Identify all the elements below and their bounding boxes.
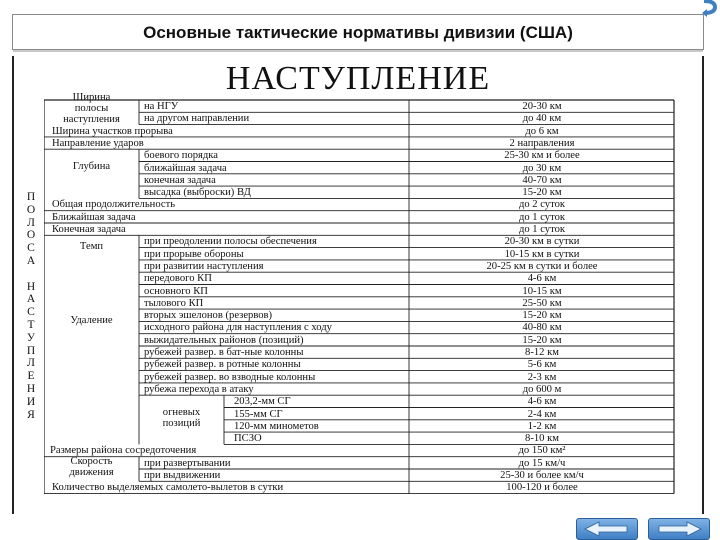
table-cell: до 40 км — [522, 113, 562, 125]
table-cell: рубежей развер. в ротные колонны — [144, 359, 301, 371]
group-label: Темп — [79, 241, 104, 253]
scanned-document — [12, 56, 704, 514]
table-cell: Общая продолжительность — [52, 199, 176, 211]
table-cell: до 1 суток — [518, 211, 566, 223]
side-letter: П — [26, 191, 36, 203]
table-cell: Размеры района сосредоточения — [50, 445, 197, 457]
table-cell: при развертывании — [144, 457, 231, 469]
table-cell: ПСЗО — [234, 433, 262, 445]
side-label-vertical — [24, 191, 38, 421]
side-letter: И — [26, 395, 36, 408]
table-cell: 2 направления — [509, 137, 575, 149]
side-letter: А — [26, 293, 36, 306]
norms-table — [44, 92, 704, 514]
table-cell: 5-6 км — [527, 359, 557, 371]
side-letter: А — [26, 254, 36, 267]
side-letter: С — [27, 242, 35, 255]
table-cell: Ближайшая задача — [52, 211, 136, 223]
table-cell: до 30 км — [522, 162, 562, 174]
table-cell: 120-мм минометов — [234, 420, 319, 432]
table-cell: 100-120 и более — [506, 482, 578, 494]
group-label: наступления — [63, 114, 120, 125]
table-cell: при выдвижении — [144, 470, 221, 481]
table-cell: 2-4 км — [527, 408, 557, 420]
table-cell: боевого порядка — [144, 150, 218, 162]
side-letter: Т — [27, 318, 35, 331]
table-cell: до 2 суток — [518, 199, 566, 211]
side-letter: Е — [27, 370, 35, 383]
table-cell: 10-15 км в сутки — [504, 248, 580, 260]
group-label: Скорость — [70, 455, 113, 467]
table-cell: Ширина участков прорыва — [52, 125, 173, 137]
table-cell: конечная задача — [144, 174, 216, 186]
next-slide-button[interactable] — [648, 518, 710, 540]
table-cell: рубежей развер. в бат-ные колонны — [144, 347, 304, 358]
table-cell: 20-30 км — [522, 101, 562, 112]
table-cell: рубежа перехода в атаку — [144, 383, 254, 395]
table-cell: 40-80 км — [522, 322, 562, 334]
table-cell: 20-30 км в сутки — [504, 236, 580, 248]
table-cell: 4-6 км — [527, 396, 557, 408]
side-letter: С — [27, 306, 35, 319]
table-cell: 40-70 км — [522, 174, 562, 186]
table-cell: 10-15 км — [522, 285, 562, 297]
table-cell: при прорыве обороны — [144, 248, 244, 260]
side-letter: П — [26, 344, 36, 357]
table-cell: 8-12 км — [525, 347, 559, 358]
table-cell: 15-20 км — [522, 187, 562, 199]
table-cell: до 600 м — [522, 383, 562, 395]
table-cell: до 150 км² — [518, 445, 566, 457]
side-letter: Л — [27, 357, 35, 370]
table-cell: основного КП — [144, 285, 208, 297]
table-cell: 25-50 км — [522, 297, 562, 309]
side-letter: Н — [26, 382, 36, 395]
side-letter: У — [26, 331, 36, 344]
document-heading: НАСТУПЛЕНИЕ — [225, 60, 491, 97]
table-cell: до 15 км/ч — [518, 457, 566, 469]
table-cell: Конечная задача — [52, 224, 126, 235]
slide-title: Основные тактические нормативы дивизии (США) — [143, 23, 573, 42]
table-cell: 25-30 и более км/ч — [500, 470, 584, 481]
side-letter — [24, 268, 38, 281]
side-letter: Л — [27, 216, 35, 229]
table-cell: ближайшая задача — [144, 162, 227, 174]
table-cell: Направление ударов — [52, 137, 144, 149]
group-label: Ширина — [72, 92, 111, 103]
slide-title-bar — [12, 14, 704, 50]
table-cell: 1-2 км — [527, 420, 557, 432]
group-label: полосы — [74, 103, 109, 114]
table-cell: выжидательных районов (позиций) — [144, 334, 304, 346]
group-label: позиций — [162, 418, 201, 430]
table-cell: передового КП — [144, 273, 212, 285]
group-label: огневых — [162, 407, 201, 419]
arrow-right-icon — [649, 519, 709, 539]
table-cell: до 6 км — [525, 125, 559, 137]
table-cell: 2-3 км — [527, 371, 557, 383]
table-cell: 155-мм СГ — [234, 408, 283, 420]
table-cell: до 1 суток — [518, 224, 566, 235]
table-cell: рубежей развер. во взводные колонны — [144, 371, 316, 383]
side-letter: Я — [27, 408, 35, 421]
table-cell: на НГУ — [144, 101, 179, 112]
table-cell: вторых эшелонов (резервов) — [144, 310, 273, 322]
table-cell: при преодолении полосы обеспечения — [144, 236, 317, 248]
table-cell: при развитии наступления — [144, 260, 264, 272]
table-cell: на другом направлении — [144, 113, 250, 125]
table-cell: 203,2-мм СГ — [234, 396, 291, 408]
group-label: Глубина — [72, 161, 111, 173]
side-letter: О — [26, 203, 36, 216]
table-cell: 20-25 км в сутки и более — [486, 260, 598, 272]
group-label: Удаление — [70, 315, 113, 327]
table-cell: 25-30 км и более — [504, 150, 580, 162]
side-letter: О — [26, 229, 36, 242]
table-cell: 15-20 км — [522, 334, 562, 346]
table-cell: 8-10 км — [525, 433, 559, 445]
table-cell: исходного района для наступления с ходу — [144, 322, 332, 334]
table-cell: 4-6 км — [527, 273, 557, 285]
prev-slide-button[interactable] — [576, 518, 638, 540]
group-label: движения — [69, 466, 114, 478]
table-cell: тылового КП — [144, 297, 204, 309]
table-cell: высадка (выброски) ВД — [144, 187, 251, 199]
table-cell: Количество выделяемых самолето-вылетов в сутки — [52, 482, 284, 494]
arrow-left-icon — [577, 519, 637, 539]
corner-return-icon[interactable] — [700, 0, 718, 20]
table-cell: 15-20 км — [522, 310, 562, 322]
side-letter: Н — [26, 280, 36, 293]
